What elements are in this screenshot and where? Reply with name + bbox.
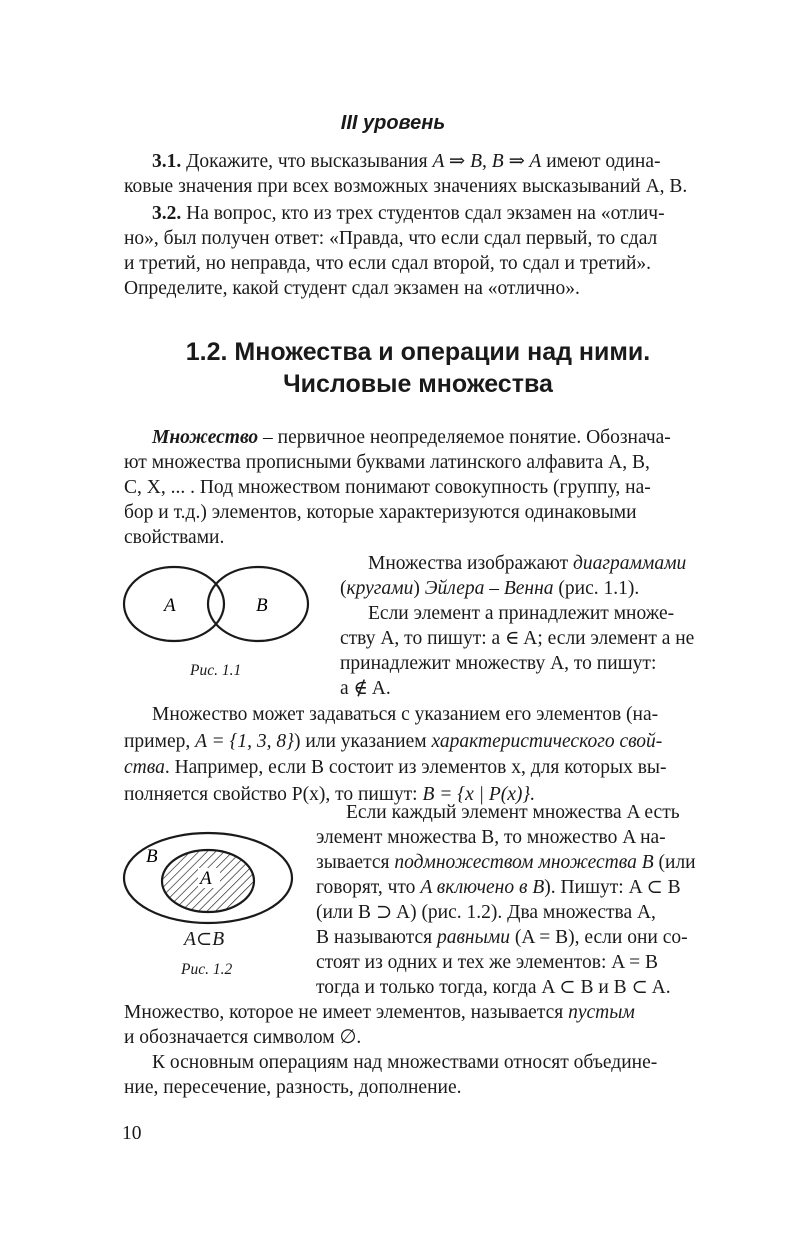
setdef-line-3: ства. Например, если B состоит из элементов x, для которых вы- — [124, 757, 667, 778]
exercise-3-1-line-2: ковые значения при всех возможных значениях высказываний A, B. — [124, 176, 688, 197]
empty-set-line-2: и обозначается символом ∅. — [124, 1027, 362, 1048]
setdef-line-4: полняется свойство P(x), то пишут: B = {x | P(x)}. — [124, 784, 536, 805]
intro-line-2: ют множества прописными буквами латинского алфавита A, B, — [124, 452, 650, 473]
exercise-3-2-line-3: и третий, но неправда, что если сдал второй, то сдал и третий». — [124, 253, 652, 274]
subset-line-3: зывается подмножеством множества B (или — [316, 852, 696, 873]
term-set: Множество — [152, 427, 259, 448]
subset-line-8: тогда и только тогда, когда A ⊂ B и B ⊂ A. — [316, 977, 671, 998]
setdef-line-1: Множество может задаваться с указанием его элементов (на- — [152, 704, 659, 725]
exercise-3-2-line-1: 3.2. На вопрос, кто из трех студентов сдал экзамен на «отлич- — [152, 203, 665, 224]
exercise-3-1-line-1: 3.1. Докажите, что высказывания A ⇒ B, B ⇒ A имеют одина- — [152, 151, 661, 172]
operations-line-1: К основным операциям над множествами относят объедине- — [152, 1052, 658, 1073]
venn-text-line-4: ству A, то пишут: a ∈ A; если элемент a не — [340, 628, 695, 649]
intro-line-1: Множество – первичное неопределяемое понятие. Обознача- — [152, 427, 671, 448]
venn-text-line-2: (кругами) Эйлера – Венна (рис. 1.1). — [340, 578, 640, 599]
exercise-number: 3.2. — [152, 203, 182, 224]
setdef-line-2: пример, A = {1, 3, 8}) или указанием характеристического свой- — [124, 731, 663, 752]
level-heading: III уровень — [340, 112, 446, 134]
intro-line-3: C, X, ... . Под множеством понимают совокупность (группу, на- — [124, 477, 651, 498]
subset-label-a: A — [200, 868, 212, 889]
subset-line-5: (или B ⊃ A) (рис. 1.2). Два множества A, — [316, 902, 656, 923]
page-number: 10 — [122, 1123, 142, 1144]
venn-text-line-3: Если элемент a принадлежит множе- — [368, 603, 675, 624]
exercise-3-2-line-4: Определите, какой студент сдал экзамен на «отлично». — [124, 278, 580, 299]
figure-1-1-caption: Рис. 1.1 — [190, 662, 242, 679]
subset-label-b: B — [146, 846, 158, 867]
formula: B = {x | P(x)}. — [422, 784, 536, 805]
venn-text-line-1: Множества изображают диаграммами — [368, 553, 687, 574]
subset-diagram-figure-1-2 — [120, 828, 296, 928]
operations-line-2: ние, пересечение, разность, дополнение. — [124, 1077, 462, 1098]
formula: A ⇒ B, B ⇒ A — [432, 151, 542, 172]
venn-text-line-6: a ∉ A. — [340, 678, 391, 699]
figure-1-2-formula: A⊂B — [184, 929, 225, 950]
exercise-3-2-line-2: но», был получен ответ: «Правда, что если сдал первый, то сдал — [124, 228, 658, 249]
venn-label-b: B — [256, 595, 268, 616]
intro-line-4: бор и т.д.) элементов, которые характеризуются одинаковыми — [124, 502, 637, 523]
section-title-line-2: Числовые множества — [283, 370, 553, 398]
empty-set-line-1: Множество, которое не имеет элементов, называется пустым — [124, 1002, 635, 1023]
subset-line-2: элемент множества B, то множество A на- — [316, 827, 666, 848]
subset-line-6: B называются равными (A = B), если они со- — [316, 927, 688, 948]
venn-diagram-figure-1-1 — [118, 562, 330, 648]
venn-text-line-5: принадлежит множеству A, то пишут: — [340, 653, 657, 674]
figure-1-2-caption: Рис. 1.2 — [181, 961, 233, 978]
intro-line-5: свойствами. — [124, 527, 225, 548]
exercise-number: 3.1. — [152, 151, 182, 172]
subset-line-7: стоят из одних и тех же элементов: A = B — [316, 952, 658, 973]
subset-line-4: говорят, что A включено в B). Пишут: A ⊂ B — [316, 877, 681, 898]
subset-line-1: Если каждый элемент множества A есть — [346, 802, 680, 823]
formula: A = {1, 3, 8} — [195, 731, 294, 752]
section-title-line-1: 1.2. Множества и операции над ними. — [185, 338, 651, 366]
venn-label-a: A — [164, 595, 176, 616]
